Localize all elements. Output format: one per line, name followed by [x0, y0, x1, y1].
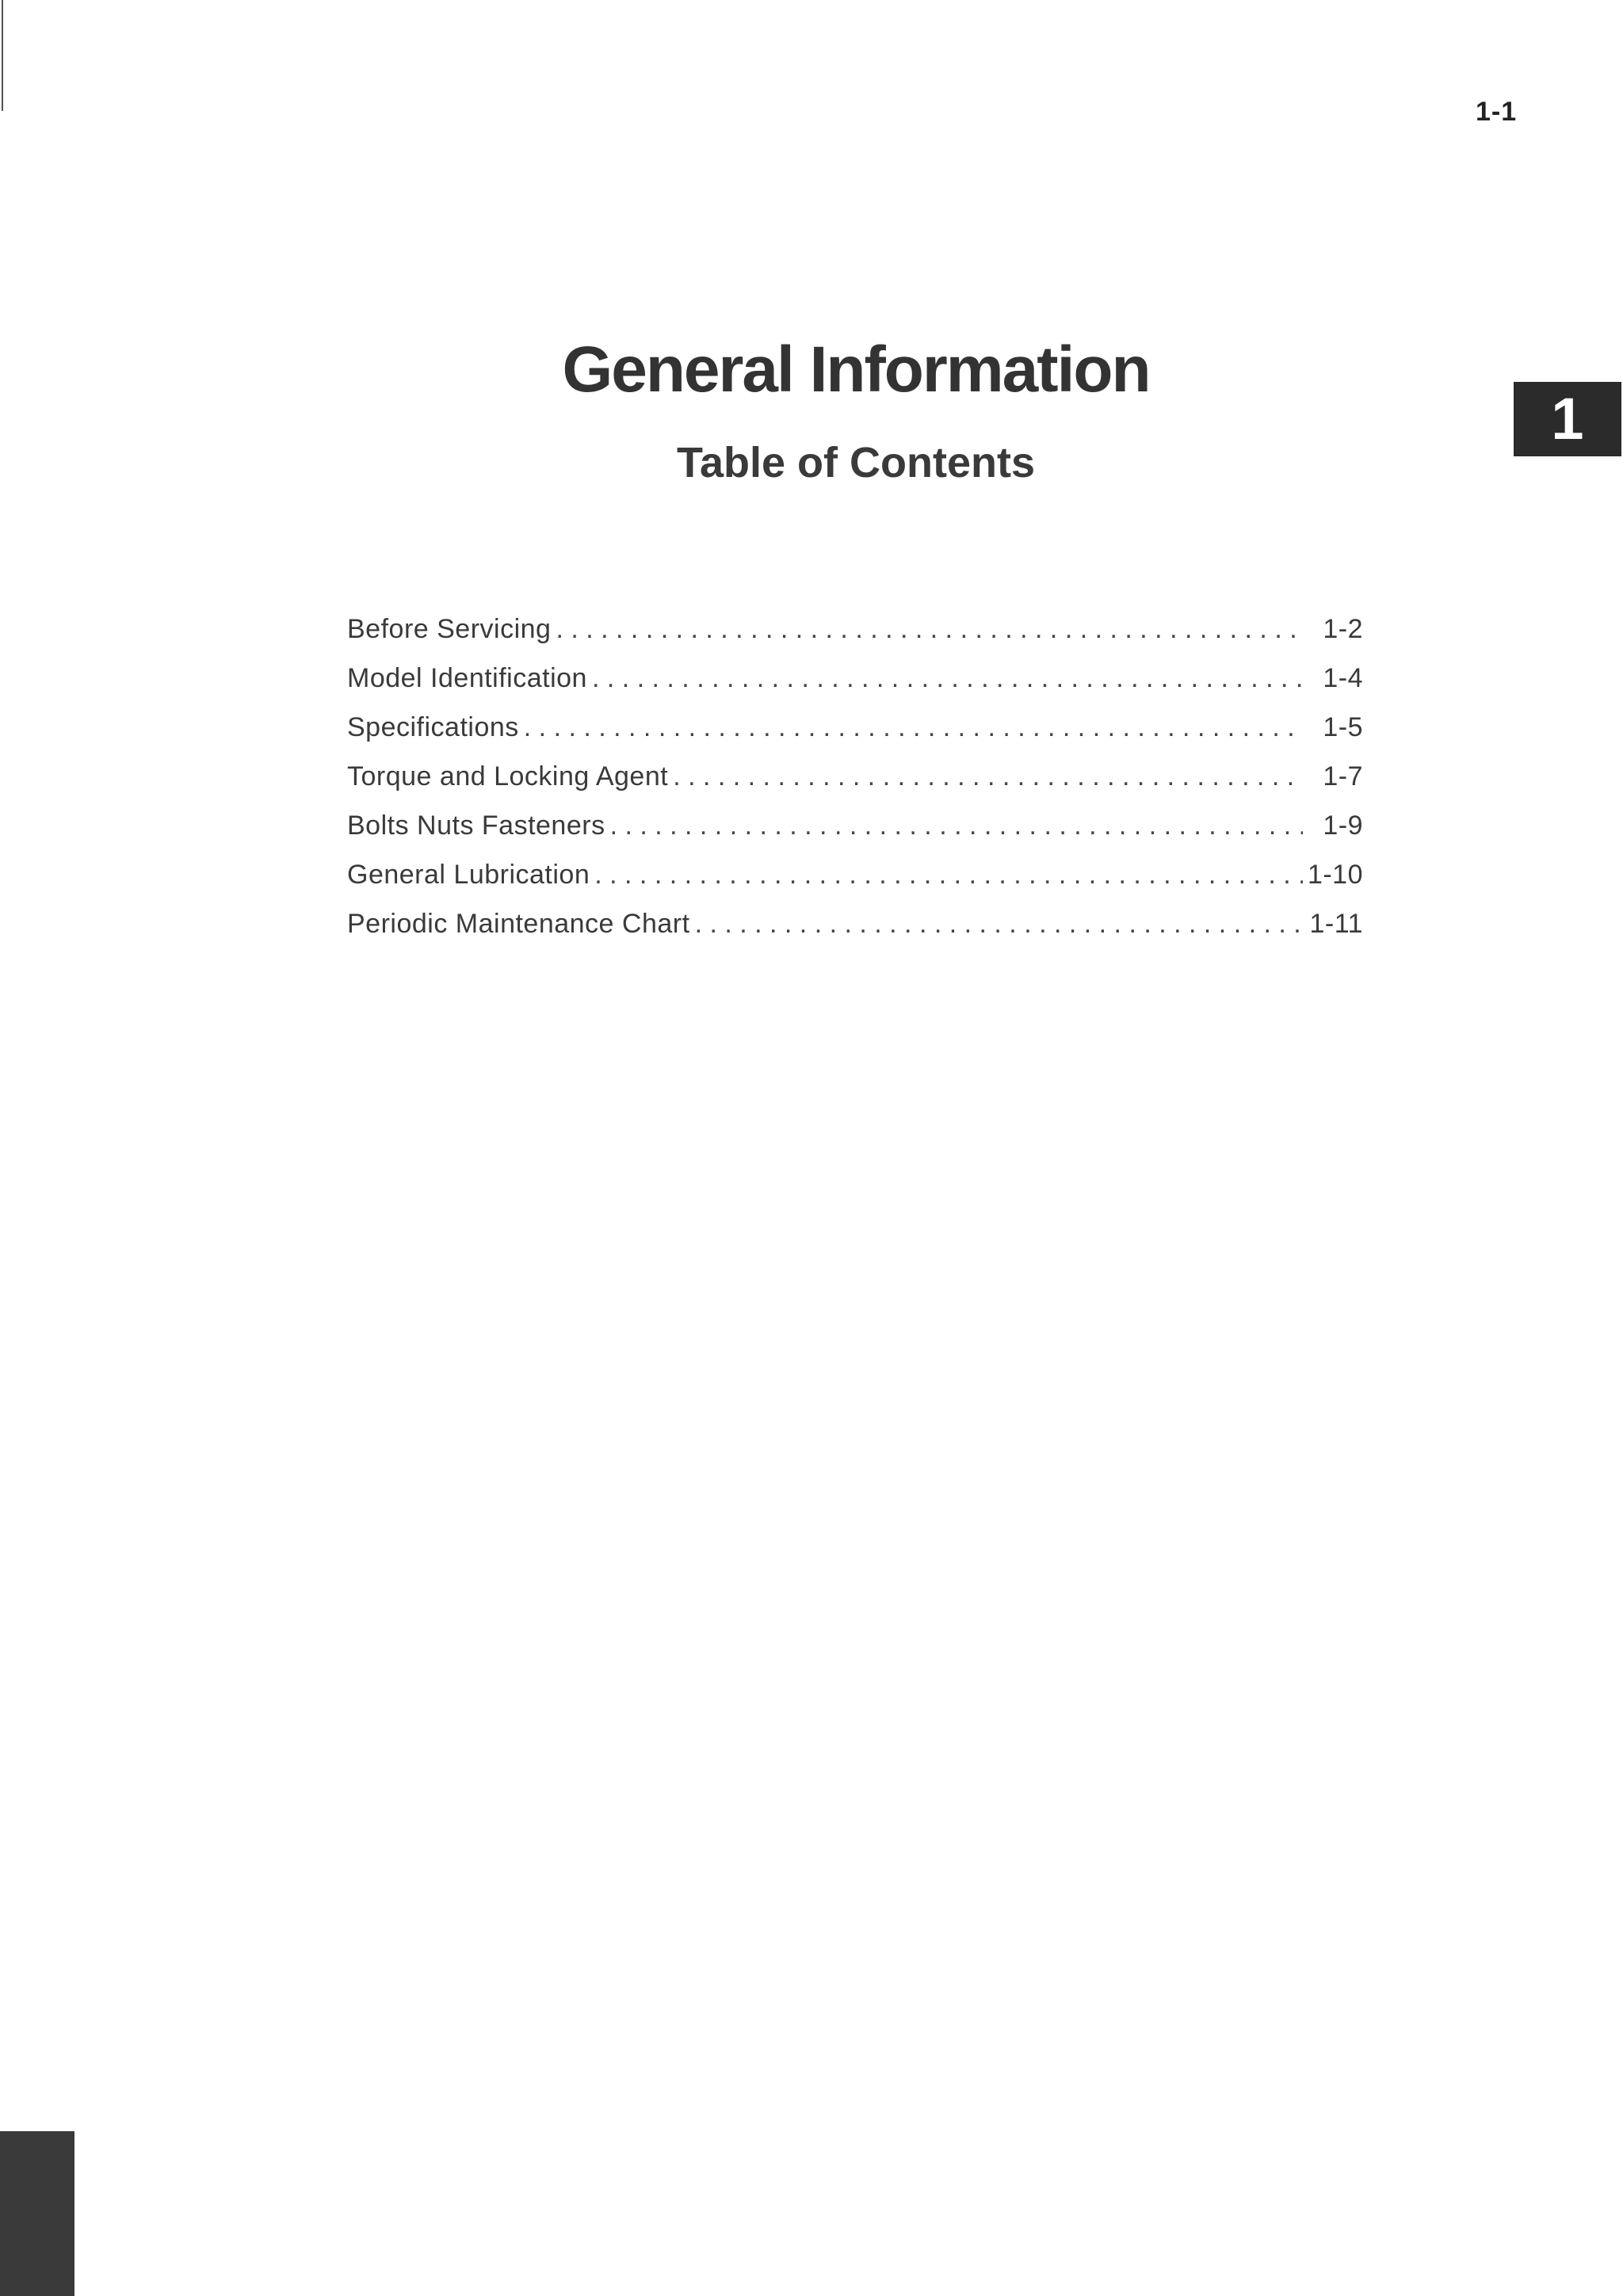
toc-item-page: 1-5	[1323, 712, 1363, 742]
toc-item-bolts-nuts-fasteners[interactable]	[347, 792, 1363, 841]
toc-item-label: Specifications	[347, 712, 519, 742]
toc-leader-dots	[610, 810, 1303, 841]
toc-item-label: Periodic Maintenance Chart	[347, 909, 690, 939]
page-subtitle: Table of Contents	[677, 439, 1035, 486]
page-number: 1-1	[1476, 97, 1518, 127]
toc-item-page: 1-4	[1323, 663, 1363, 693]
toc-item-page: 1-10	[1307, 860, 1363, 890]
toc-leader-dots	[592, 663, 1303, 694]
toc-item-page: 1-9	[1323, 810, 1363, 841]
toc-item-model-identification[interactable]	[347, 645, 1363, 694]
toc-leader-dots	[556, 614, 1303, 645]
page-title: General Information	[562, 334, 1150, 406]
table-of-contents	[347, 596, 1363, 940]
toc-item-label: Before Servicing	[347, 614, 552, 644]
toc-leader-dots	[673, 761, 1303, 792]
toc-item-periodic-maintenance-chart[interactable]	[347, 891, 1363, 940]
toc-item-label: Model Identification	[347, 663, 587, 693]
toc-item-page: 1-7	[1323, 761, 1363, 791]
chapter-tab: 1	[1514, 382, 1621, 456]
scan-shadow	[0, 2131, 74, 2296]
toc-leader-dots	[695, 909, 1303, 940]
toc-leader-dots	[524, 712, 1303, 743]
toc-item-page: 1-2	[1323, 614, 1363, 644]
toc-item-before-servicing[interactable]	[347, 596, 1363, 645]
toc-item-general-lubrication[interactable]	[347, 841, 1363, 891]
toc-item-label: Bolts Nuts Fasteners	[347, 810, 605, 841]
toc-item-specifications[interactable]	[347, 694, 1363, 743]
binding-edge-mark	[2, 0, 3, 111]
toc-item-label: Torque and Locking Agent	[347, 761, 669, 791]
toc-item-torque-and-locking-agent[interactable]	[347, 743, 1363, 792]
toc-leader-dots	[594, 860, 1303, 891]
toc-item-label: General Lubrication	[347, 860, 590, 890]
toc-item-page: 1-11	[1309, 909, 1363, 939]
